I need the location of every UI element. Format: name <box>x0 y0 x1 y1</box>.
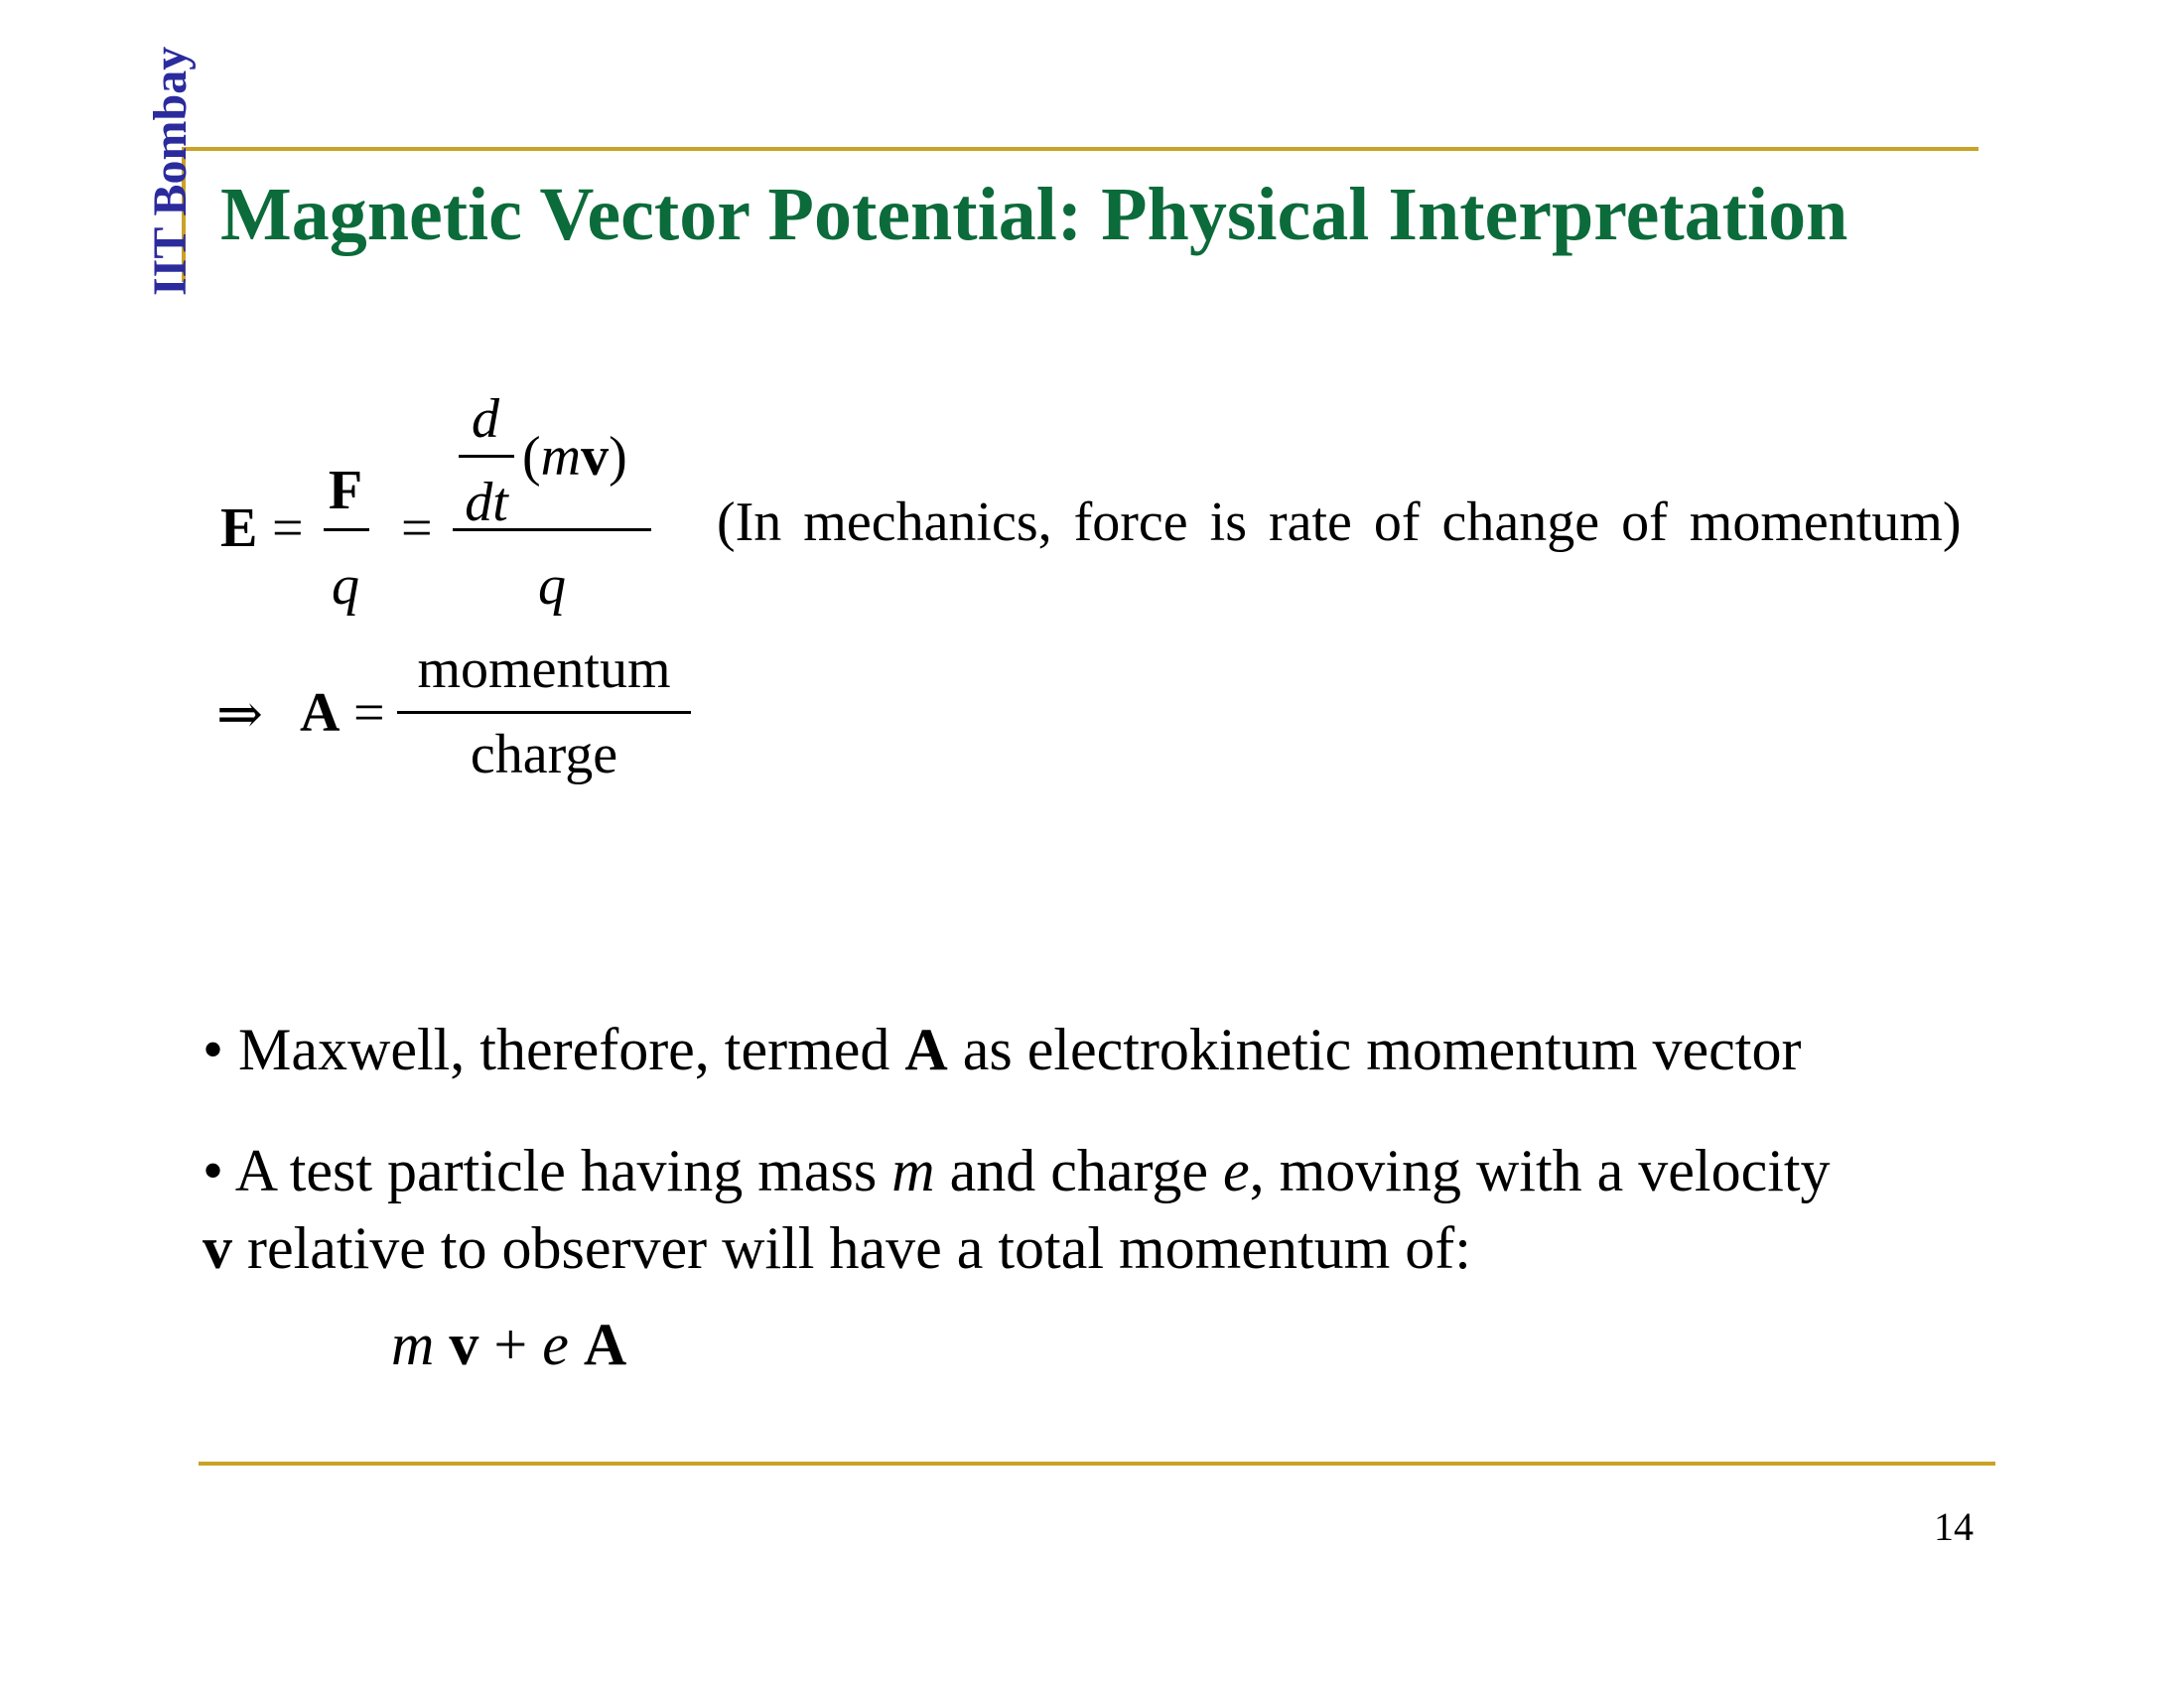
institute-label: IIT Bombay <box>144 46 197 296</box>
eq3-e: e <box>542 1312 569 1377</box>
mechanics-note: (In mechanics, force is rate of change of momentum) <box>717 492 1962 553</box>
eq2-frac-bar <box>397 711 691 714</box>
equation-total-momentum <box>391 1312 627 1377</box>
eq1-frac1-denominator: q <box>332 555 359 617</box>
eq1-paren-v: v <box>581 426 610 488</box>
eq1-lhs-E: E <box>220 497 258 559</box>
eq1-frac1-bar <box>324 528 369 531</box>
eq3-m: m <box>391 1312 435 1377</box>
eq1-paren-group <box>522 426 627 488</box>
eq3-A: A <box>583 1312 627 1377</box>
eq1-frac1-numerator: F <box>328 460 363 521</box>
header-top-rule <box>182 147 1979 151</box>
eq2-denominator: charge <box>470 724 618 785</box>
bullet-line-1 <box>203 1132 1831 1209</box>
eq1-equals-1: = <box>272 497 304 559</box>
bullet-marker: • <box>203 1138 224 1203</box>
page-number: 14 <box>1934 1504 1974 1549</box>
footer-rule <box>199 1462 1995 1466</box>
bullet-symbol-m: m <box>891 1138 935 1203</box>
bullet-symbol-A: A <box>904 1017 948 1082</box>
implies-arrow: ⇒ <box>216 684 263 746</box>
bullet-text: A test particle having mass <box>223 1138 892 1203</box>
eq1-inner-bar <box>459 455 514 458</box>
eq1-frac2-denominator: q <box>538 555 566 617</box>
eq1-inner-denominator: dt <box>465 472 508 533</box>
eq3-plus: + <box>493 1312 528 1377</box>
bullet-text: relative to observer will have a total momentum of: <box>232 1215 1471 1281</box>
eq1-paren-m: m <box>540 426 582 488</box>
bullet-electrokinetic <box>203 1011 1801 1088</box>
eq1-paren-open: ( <box>522 426 541 488</box>
eq1-equals-2: = <box>401 497 433 559</box>
eq1-paren-close: ) <box>609 426 627 488</box>
eq2-numerator: momentum <box>417 638 671 700</box>
slide-title: Magnetic Vector Potential: Physical Interpretation <box>220 173 1848 256</box>
eq2-lhs-A: A <box>300 682 341 744</box>
bullet-symbol-v: v <box>203 1215 232 1281</box>
bullet-symbol-e: e <box>1223 1138 1250 1203</box>
eq2-equals: = <box>353 682 385 744</box>
bullet-test-particle <box>203 1132 1831 1287</box>
eq1-inner-numerator: d <box>472 388 499 450</box>
bullet-text: and charge <box>934 1138 1223 1203</box>
bullet-text: as electrokinetic momentum vector <box>947 1017 1802 1082</box>
eq3-v: v <box>449 1312 479 1377</box>
bullet-text: Maxwell, therefore, termed <box>223 1017 905 1082</box>
bullet-text: , moving with a velocity <box>1249 1138 1831 1203</box>
eq1-frac2-bar <box>453 528 651 531</box>
bullet-marker: • <box>203 1017 224 1082</box>
bullet-line-2 <box>203 1209 1831 1287</box>
